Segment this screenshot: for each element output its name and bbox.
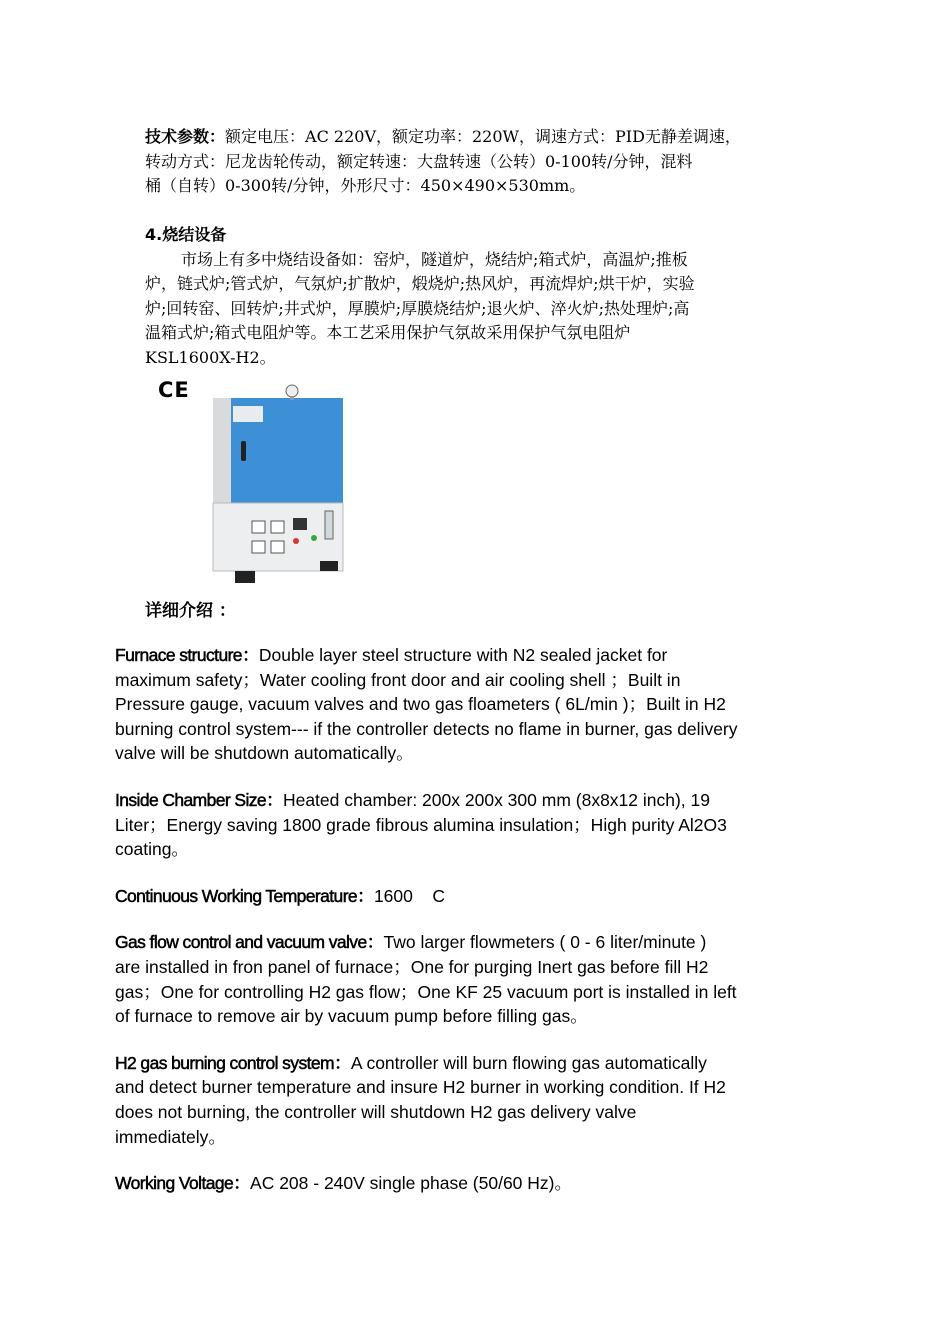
section-4 (145, 223, 815, 371)
spec-label: Working Voltage： (115, 1173, 251, 1194)
text-line: burning control system--- if the controller detects no flame in burner, gas delivery (115, 718, 738, 739)
text-line: does not burning, the controller will shutdown H2 gas delivery valve (115, 1101, 637, 1122)
specs-section (115, 643, 815, 1218)
door-handle (241, 441, 246, 461)
spec-label: Continuous Working Temperature： (115, 885, 374, 906)
text-line: Heated chamber: 200x 200x 300 mm (8x8x12 inch), 19 (282, 789, 710, 810)
text-line: and detect burner temperature and insure H2 burner in working condition. If H2 (115, 1077, 726, 1098)
text-line: Pressure gauge, vacuum valves and two gas floameters ( 6L/min )；Built in H2 (115, 694, 726, 715)
text-line: 温箱式炉;箱式电阻炉等。本工艺采用保护气氛故采用保护气氛电阻炉 (145, 323, 631, 343)
text-line: maximum safety；Water cooling front door and air cooling shell ；Built in (115, 669, 681, 690)
control-panel (213, 503, 343, 571)
ce-mark: CE (158, 378, 190, 402)
text-line: 额定电压：AC 220V，额定功率：220W，调速方式：PID无静差调速， (225, 127, 741, 146)
text-line: Two larger flowmeters ( 0 - 6 liter/minute ) (383, 932, 707, 953)
text-line: valve will be shutdown automatically。 (115, 743, 414, 764)
detail-heading: 详细介绍 ： (145, 601, 236, 621)
spec-label: Gas flow control and vacuum valve： (115, 932, 384, 953)
spec-working-temperature (115, 884, 815, 909)
text-line: of furnace to remove air by vacuum pump before filling gas。 (115, 1006, 588, 1027)
text-line: 炉;回转窑、回转炉;井式炉，厚膜炉;厚膜烧结炉;退火炉、淬火炉;热处理炉;高 (145, 298, 690, 318)
spec-gas-flow-control (115, 930, 815, 1028)
spec-inside-chamber-size (115, 788, 815, 862)
text-line: immediately。 (115, 1126, 226, 1147)
section-heading: 4.烧结设备 (145, 225, 227, 244)
text-line: 市场上有多中烧结设备如：窑炉，隧道炉，烧结炉;箱式炉，高温炉;推板 (181, 249, 688, 269)
spec-label: Inside Chamber Size： (115, 789, 283, 810)
text-line: AC 208 - 240V single phase (50/60 Hz)。 (250, 1173, 572, 1194)
tech-params-label: 技术参数： (145, 127, 226, 146)
spec-furnace-structure (115, 643, 815, 766)
tech-params-paragraph (145, 125, 815, 199)
furnace-photo (205, 378, 355, 588)
pressure-gauge-icon (286, 385, 298, 397)
spec-label: H2 gas burning control system： (115, 1052, 351, 1073)
text-line: 桶（自转）0-300转/分钟，外形尺寸：450×490×530mm。 (145, 176, 586, 196)
text-line: 1600 C (373, 885, 445, 906)
text-line: Double layer steel structure with N2 sealed jacket for (258, 645, 668, 665)
spec-label: Furnace structure： (115, 645, 259, 665)
spec-h2-burning-control (115, 1051, 815, 1149)
text-line: are installed in fron panel of furnace；One for purging Inert gas before fill H2 (115, 956, 709, 977)
text-line: 转动方式：尼龙齿轮传动，额定转速：大盘转速（公转）0-100转/分钟，混料 (145, 151, 693, 171)
text-line: A controller will burn flowing gas automatically (350, 1052, 707, 1073)
text-line: gas；One for controlling H2 gas flow；One KF 25 vacuum port is installed in left (115, 981, 737, 1002)
spec-working-voltage (115, 1171, 815, 1196)
text-line: 炉，链式炉;管式炉，气氛炉;扩散炉，煅烧炉;热风炉，再流焊炉;烘干炉，实验 (145, 274, 695, 294)
text-line: coating。 (115, 839, 189, 860)
text-line: Liter；Energy saving 1800 grade fibrous alumina insulation；High purity Al2O3 (115, 814, 727, 835)
text-line: KSL1600X-H2。 (145, 347, 276, 367)
